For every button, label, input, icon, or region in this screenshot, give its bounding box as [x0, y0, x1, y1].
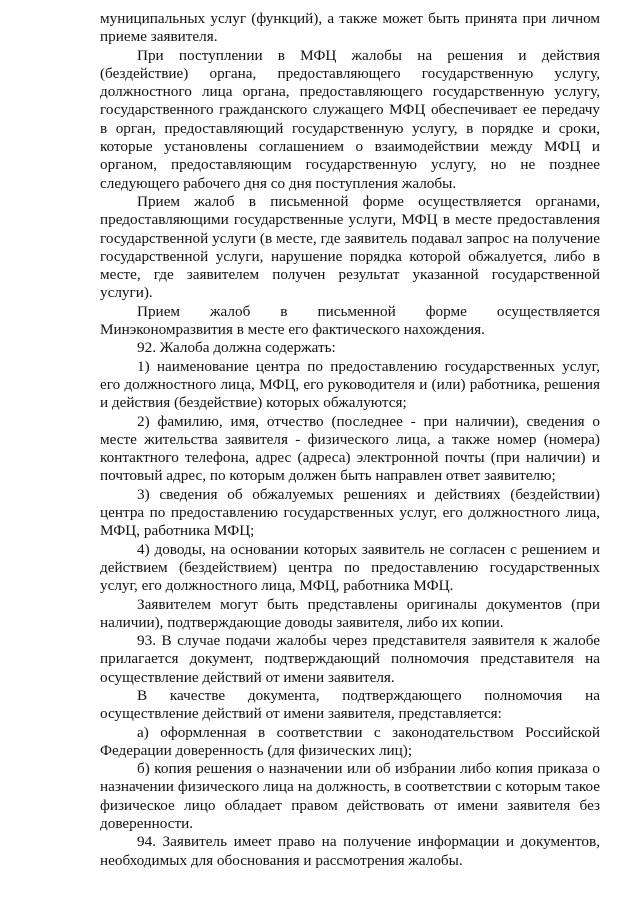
paragraph-written-complaints-ministry: Прием жалоб в письменной форме осуществляется Минэкономразвития в месте его фактического нахождения. [100, 302, 600, 339]
list-item-92-3: 3) сведения об обжалуемых решениях и действиях (бездействии) центра по предоставлению государственных услуг, его должностного лица, МФЦ, работника МФЦ; [100, 485, 600, 540]
paragraph-93: 93. В случае подачи жалобы через представителя заявителя к жалобе прилагается документ, подтверждающий полномочия представителя на осуществление действий от имени заявителя. [100, 632, 600, 686]
list-item-92-1: 1) наименование центра по предоставлению государственных услуг, его должностного лица, МФЦ, его руководителя и (или) работника, решения и действия (бездействие) которых обжалуются; [100, 357, 600, 412]
paragraph-representative-document: В качестве документа, подтверждающего полномочия на осуществление действий от имени заявителя, представляется: [100, 686, 600, 723]
paragraph-originals: Заявителем могут быть представлены оригиналы документов (при наличии), подтверждающие доводы заявителя, либо их копии. [100, 595, 600, 631]
paragraph-94: 94. Заявитель имеет право на получение информации и документов, необходимых для обоснования и рассмотрения жалобы. [100, 833, 600, 869]
paragraph-mfc-complaint-transfer: При поступлении в МФЦ жалобы на решения и действия (бездействие) органа, предоставляющего государственную услугу, должностного лица органа, предоставляющего государственную услугу, государственного гражданского служащего МФЦ обеспечивает ее передачу в орган, предоставляющий государственную услугу, в порядке и сроки, которые установлены соглашением о взаимодействии между МФЦ и органом, предоставляющим государственную услугу, но не позднее следующего рабочего дня со дня поступления жалобы. [100, 46, 600, 192]
paragraph-continuation: муниципальных услуг (функций), а также может быть принята при личном приеме заявителя. [100, 10, 600, 46]
list-item-93-b: б) копия решения о назначении или об избрании либо копия приказа о назначении физического лица на должность, в соответствии с которым такое физическое лицо обладает правом действовать от имени заявителя без доверенности. [100, 760, 600, 833]
document-body [100, 10, 600, 870]
paragraph-92-heading: 92. Жалоба должна содержать: [137, 339, 336, 357]
list-item-92-2: 2) фамилию, имя, отчество (последнее - при наличии), сведения о месте жительства заявителя - физического лица, а также номер (номера) контактного телефона, адрес (адреса) электронной почты (при наличии) и почтовый адрес, по которым должен быть направлен ответ заявителю; [100, 412, 600, 485]
paragraph-written-complaints-organs: Прием жалоб в письменной форме осуществляется органами, предоставляющими государственные услуги, МФЦ в месте предоставления государственной услуги (в месте, где заявитель подавал запрос на получение государственной услуги, нарушение порядка которой обжалуется, либо в месте, где заявителем получен результат указанной государственной услуги). [100, 192, 600, 302]
list-item-92-4: 4) доводы, на основании которых заявитель не согласен с решением и действием (бездействием) центра по предоставлению государственных услуг, его должностного лица, МФЦ, работника МФЦ. [100, 540, 600, 595]
list-item-93-a: а) оформленная в соответствии с законодательством Российской Федерации доверенность (для физических лиц); [100, 723, 600, 759]
